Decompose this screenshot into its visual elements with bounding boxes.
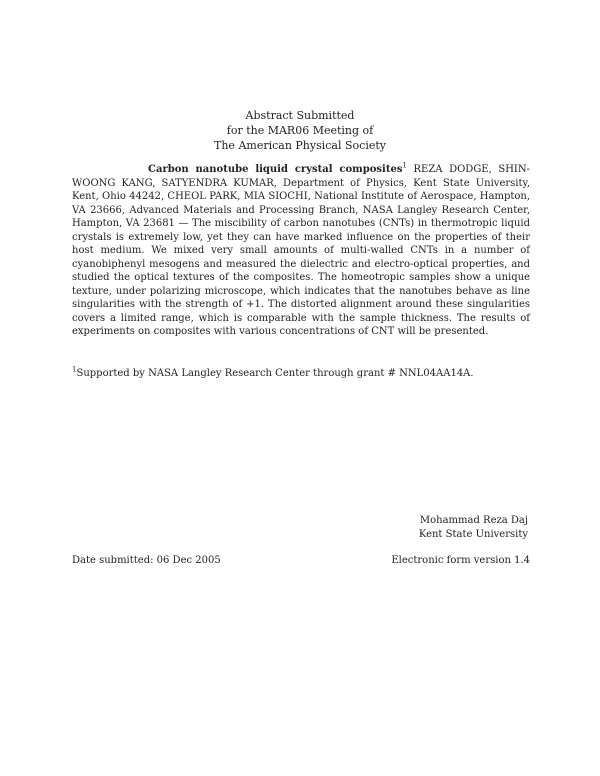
abstract-body: — The miscibility of carbon nanotubes (CNTs) in thermotropic liquid crystals is extremely low, yet they can have marked influence on the properties of their host medium. We mixed very small amounts of multi-walled CNTs in a number of cyanobiphenyl mesogens and measured the dielectric and electro-optical properties, and studied the optical textures of the composites. The homeotropic samples show a unique texture, under polarizing microscope, which indicates that the nanotubes behave as line singularities with the strength of +1. The distorted alignment around these singularities covers a limited range, which is comparable with the sample thickness. The results of experiments on composites with various concentrations of CNT will be presented. xyxy=(72,218,530,337)
footer-row xyxy=(72,555,530,566)
author-block xyxy=(419,514,528,542)
author-name: Mohammad Reza Daj xyxy=(419,515,528,526)
header-line-1: Abstract Submitted xyxy=(245,109,355,122)
date-submitted: Date submitted: 06 Dec 2005 xyxy=(72,555,221,566)
abstract-paragraph xyxy=(72,163,530,339)
abstract-authors: REZA DODGE, SHIN-WOONG KANG, SATYENDRA KUMAR, Department of Physics, Kent State University, Kent, Ohio 44242, CHEOL PARK, MIA SIOCHI, National Institute of Aerospace, Hampton, VA 23666, Advanced Materials and Processing Branch, NASA Langley Research Center, Hampton, VA 23681 xyxy=(72,164,531,229)
header-line-3: The American Physical Society xyxy=(214,139,386,152)
abstract-title: Carbon nanotube liquid crystal composites xyxy=(148,164,403,175)
footnote-text: Supported by NASA Langley Research Center through grant # NNL04AA14A. xyxy=(76,368,474,379)
abstract-header xyxy=(0,108,600,153)
form-version: Electronic form version 1.4 xyxy=(391,555,530,566)
footnote xyxy=(72,367,530,380)
footnote-mark: 1 xyxy=(72,365,77,374)
header-line-2: for the MAR06 Meeting of xyxy=(226,124,374,137)
author-affiliation: Kent State University xyxy=(418,529,528,540)
title-footnote-mark: 1 xyxy=(402,161,407,170)
